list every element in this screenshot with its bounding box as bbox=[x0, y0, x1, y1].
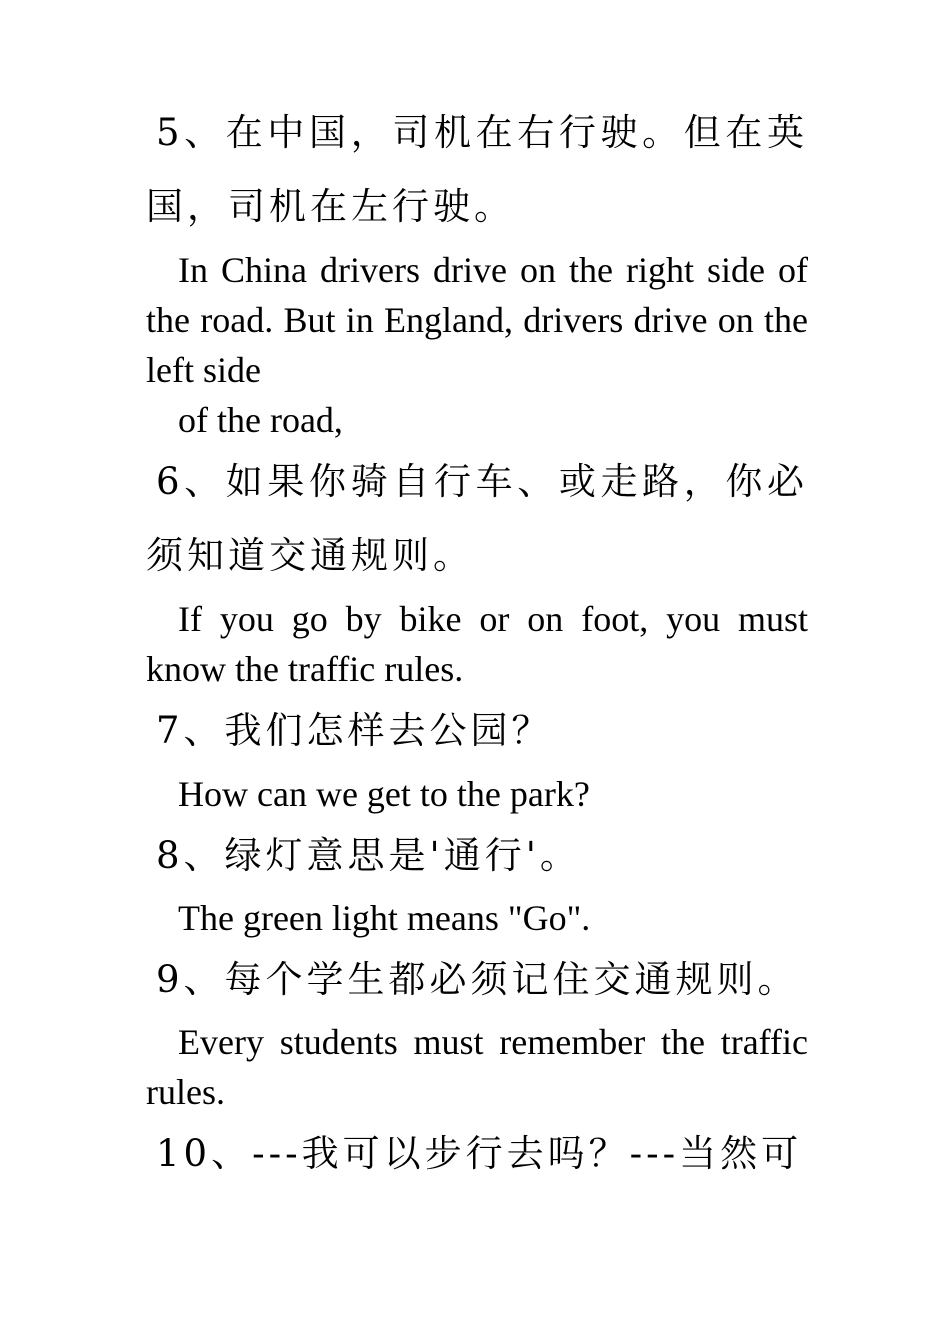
sentence-6-english: If you go by bike or on foot, you must know the traffic rules. bbox=[146, 599, 808, 689]
sentence-8-chinese: 8、绿灯意思是'通行'。 bbox=[156, 834, 581, 877]
sentence-9-english: Every students must remember the traffic rules. bbox=[146, 1022, 808, 1112]
sentence-5-english: In China drivers drive on the right side of the road. But in England, drivers drive on the left side bbox=[146, 250, 808, 390]
sentence-5-english-continued: of the road, bbox=[178, 400, 343, 440]
sentence-6-chinese: 6、如果你骑自行车、或走路，你必须知道交通规则。 bbox=[146, 460, 808, 577]
sentence-7-chinese: 7、我们怎样去公园？ bbox=[156, 709, 553, 752]
sentence-8-english: The green light means "Go". bbox=[178, 898, 591, 938]
sentence-5-chinese: 5、在中国，司机在右行驶。但在英国，司机在左行驶。 bbox=[146, 111, 808, 228]
sentence-7-english: How can we get to the park? bbox=[178, 774, 590, 814]
sentence-10-chinese: 10、---我可以步行去吗？---当然可 bbox=[156, 1132, 803, 1175]
sentence-9-chinese: 9、每个学生都必须记住交通规则。 bbox=[156, 958, 799, 1001]
